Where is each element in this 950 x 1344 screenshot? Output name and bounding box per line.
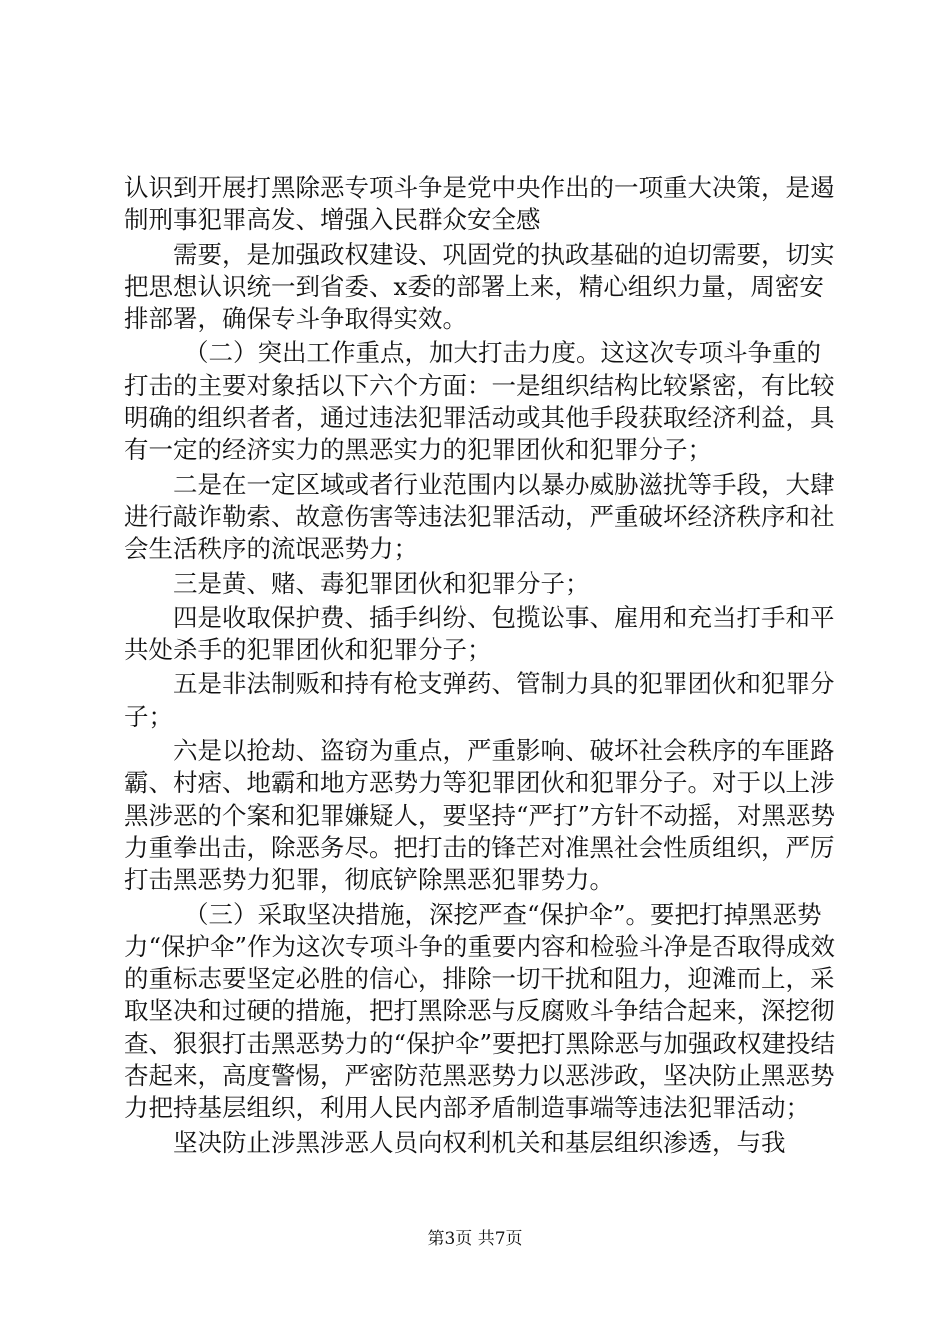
- document-body: [124, 172, 844, 1161]
- paragraph-3: （二）突出工作重点，加大打击力度。这这次专项斗争重的打击的主要对象括以下六个方面：一是组织结构比较紧密，有比较明确的组织者者，通过违法犯罪活动或其他手段获取经济利益，具有一定的经济实力的黑恶实力的犯罪团伙和犯罪分子；: [124, 338, 835, 465]
- paragraph-10: 坚决防止涉黑涉恶人员向权利机关和基层组织渗透，与我: [173, 1127, 786, 1157]
- paragraph-5: 三是黄、赌、毒犯罪团伙和犯罪分子；: [173, 568, 590, 598]
- paragraph-6: 四是收取保护费、插手纠纷、包揽讼事、雇用和充当打手和平共处杀手的犯罪团伙和犯罪分子；: [124, 602, 835, 665]
- paragraph-2: 需要，是加强政权建设、巩固党的执政基础的迫切需要，切实把思想认识统一到省委、x委的部署上来，精心组织力量，周密安排部署，确保专斗争取得实效。: [124, 239, 835, 334]
- paragraph-7: 五是非法制贩和持有枪支弹药、管制力具的犯罪团伙和犯罪分子；: [124, 669, 835, 731]
- page-number-footer: 第3页 共7页: [427, 1229, 523, 1249]
- paragraph-8: 六是以抢劫、盗窃为重点，严重影响、破坏社会秩序的车匪路霸、村痞、地霸和地方恶势力等犯罪团伙和犯罪分子。对于以上涉黑涉恶的个案和犯罪嫌疑人，要坚持“严打”方针不动摇，对黑恶势力重拳出击，除恶务尽。把打击的锋芒对准黑社会性质组织，严厉打击黑恶势力犯罪，彻底铲除黑恶犯罪势力。: [124, 736, 836, 895]
- paragraph-9: （三）采取坚决措施，深挖严查“保护伞”。要把打掉黑恶势力“保护伞”作为这次专项斗争的重要内容和检验斗净是否取得成效的重标志要坚定必胜的信心，排除一切干扰和阻力，迎滩而上，采取坚决和过硬的措施，把打黑除恶与反腐败斗争结合起来，深挖彻查、狠狠打击黑恶势力的“保护伞”要把打黑除恶与加强政权建投结杏起来，高度警惕，严密防范黑恶势力以恶涉政，坚决防止黑恶势力把持基层组织，利用人民内部矛盾制造事端等违法犯罪活动；: [124, 899, 836, 1123]
- paragraph-4: 二是在一定区域或者行业范围内以暴办威胁滋扰等手段，大肆进行敲诈勒索、故意伤害等违法犯罪活动，严重破坏经济秩序和社会生活秩序的流氓恶势力；: [124, 469, 835, 564]
- paragraph-1: 认识到开展打黑除恶专项斗争是党中央作出的一项重大决策，是遏制刑事犯罪高发、增强入民群众安全感: [124, 173, 835, 235]
